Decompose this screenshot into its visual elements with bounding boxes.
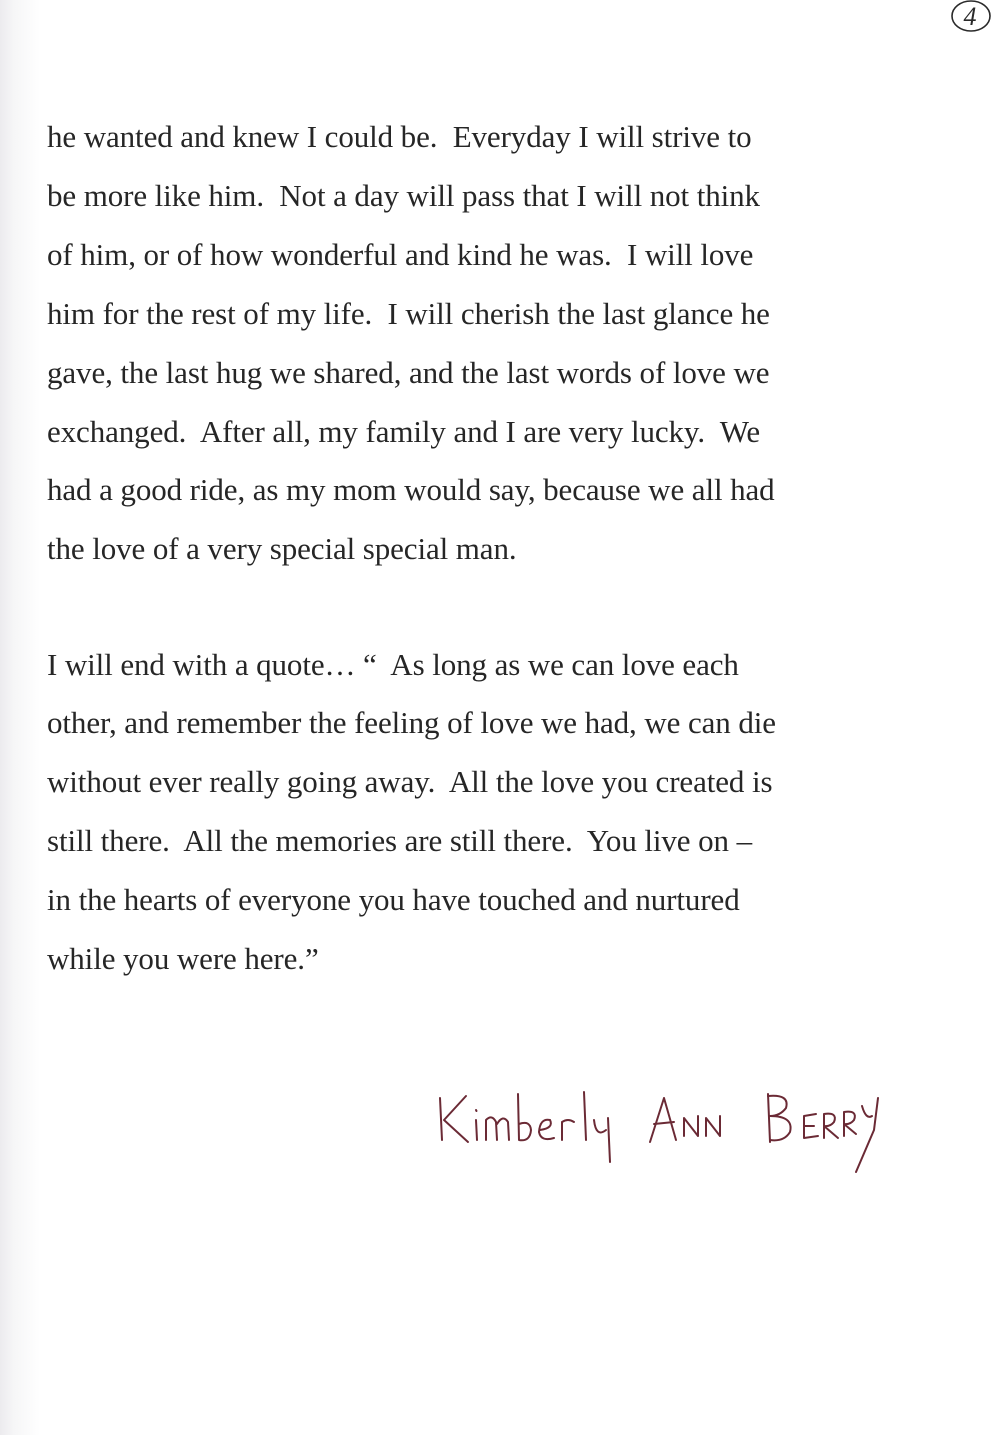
paragraph-2-line-1: I will end with a quote… “ As long as we can love each [47, 647, 739, 682]
page-number-text: 4 [963, 2, 977, 31]
paragraph-1-line-7: had a good ride, as my mom would say, because we all had [47, 472, 775, 507]
page-number-circle-icon [949, 0, 993, 34]
paragraph-1-line-2: be more like him. Not a day will pass that I will not think [47, 178, 760, 213]
page-number [949, 0, 993, 34]
paragraph-2-line-4: still there. All the memories are still there. You live on – [47, 823, 752, 858]
paragraph-2-line-6: while you were here.” [47, 941, 319, 976]
handwritten-signature [430, 1080, 890, 1190]
signature-icon [430, 1080, 890, 1190]
paragraph-1-line-4: him for the rest of my life. I will cherish the last glance he [47, 296, 770, 331]
paragraph-2-line-5: in the hearts of everyone you have touched and nurtured [47, 882, 740, 917]
paragraph-1-line-5: gave, the last hug we shared, and the last words of love we [47, 355, 770, 390]
paragraph-1-line-3: of him, or of how wonderful and kind he was. I will love [47, 237, 754, 272]
paragraph-2-line-3: without ever really going away. All the love you created is [47, 764, 773, 799]
paragraph-1-line-8: the love of a very special special man. [47, 531, 517, 566]
paragraph-1-line-1: he wanted and knew I could be. Everyday I will strive to [47, 119, 752, 154]
paragraph-1-line-6: exchanged. After all, my family and I are very lucky. We [47, 414, 761, 449]
paragraph-2-line-2: other, and remember the feeling of love we had, we can die [47, 705, 776, 740]
